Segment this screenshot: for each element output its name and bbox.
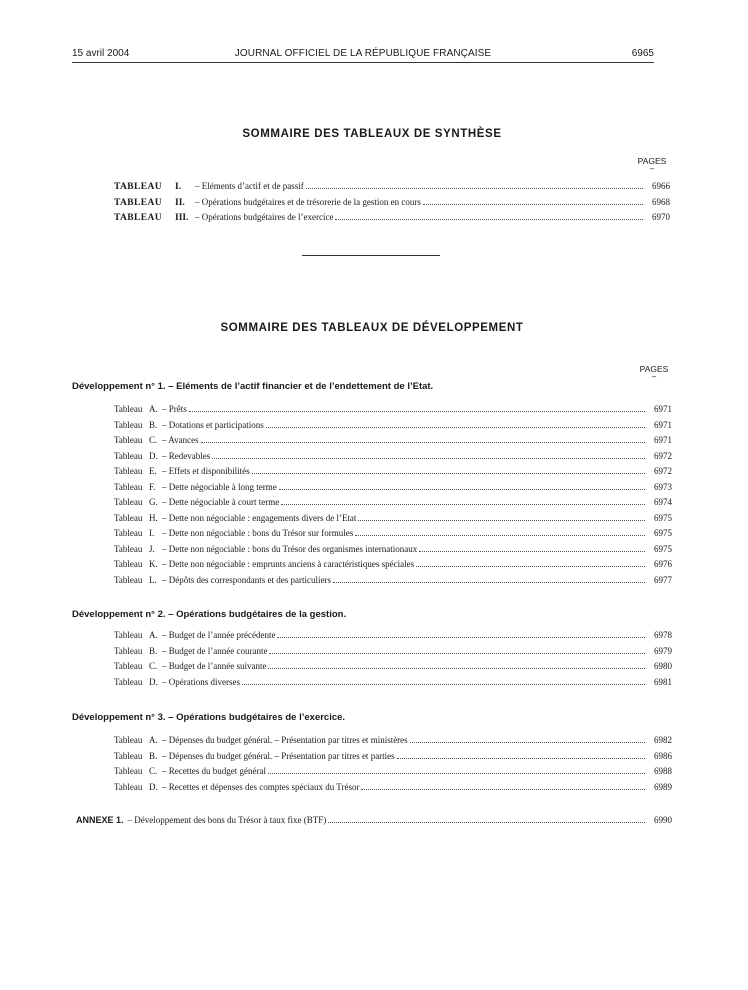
tableau-title: – Dépenses du budget général. – Présentation par titres et parties	[162, 750, 395, 761]
tableau-title: – Opérations budgétaires de l’exercice	[195, 212, 334, 222]
header-page-number: 6965	[631, 48, 654, 59]
tableau-letter: H.	[149, 512, 158, 523]
tableau-page: 6973	[654, 481, 672, 492]
tableau-row	[114, 630, 672, 644]
tableau-page: 6974	[654, 497, 672, 507]
tableau-letter: A.	[149, 735, 158, 745]
tableau-label: Tableau	[114, 645, 143, 656]
leader-dots	[419, 551, 645, 552]
tableau-page: 6975	[654, 543, 672, 554]
tableau-label: Tableau	[114, 766, 143, 776]
tableau-page: 6978	[654, 630, 672, 640]
tableau-label: Tableau	[114, 735, 143, 745]
leader-dots	[410, 742, 645, 743]
leader-dots	[212, 458, 645, 459]
tableau-letter: E.	[149, 466, 157, 476]
tableau-letter: B.	[149, 645, 158, 656]
tableau-row	[114, 751, 672, 765]
leader-dots	[423, 204, 643, 205]
leader-dots	[306, 188, 643, 189]
tableau-row	[114, 677, 672, 691]
tableau-label: Tableau	[114, 543, 143, 554]
tableau-page: 6971	[654, 404, 672, 414]
annexe-text: – Développement des bons du Trésor à taux fixe (BTF)	[127, 815, 327, 825]
tableau-page: 6975	[654, 512, 672, 523]
tableau-row	[114, 559, 672, 573]
tableau-letter: G.	[149, 497, 158, 507]
tableau-row	[114, 544, 672, 558]
tableau-row	[114, 661, 672, 675]
leader-dots	[269, 653, 645, 654]
leader-dots	[268, 668, 645, 669]
leader-dots	[268, 773, 645, 774]
tableau-label: TABLEAU	[114, 213, 163, 223]
synthese-pages-text: PAGES	[637, 156, 667, 166]
synthese-row	[114, 212, 670, 226]
tableau-row	[114, 451, 672, 465]
tableau-page: 6971	[654, 435, 672, 445]
developpement-heading: Développement n° 1. – Eléments de l’actif financier et de l’endettement de l’Etat.	[72, 381, 434, 392]
tableau-letter: C.	[149, 435, 158, 445]
leader-dots	[277, 637, 645, 638]
tableau-letter: D.	[149, 676, 158, 687]
tableau-label: Tableau	[114, 528, 143, 538]
synthese-row	[114, 197, 670, 211]
tableau-letter: K.	[149, 559, 158, 569]
tableau-row	[114, 646, 672, 660]
leader-dots	[355, 535, 645, 536]
leader-dots	[333, 582, 645, 583]
tableau-page: 6986	[654, 750, 672, 761]
leader-dots	[201, 442, 645, 443]
developpement-heading: Développement n° 3. – Opérations budgétaires de l’exercice.	[72, 712, 346, 723]
tableau-label: Tableau	[114, 630, 143, 640]
tableau-title: – Recettes et dépenses des comptes spéciaux du Trésor	[162, 781, 360, 792]
tableau-row	[114, 497, 672, 511]
tableau-label: Tableau	[114, 497, 143, 507]
header-rule	[72, 62, 654, 63]
developpement-title: SOMMAIRE DES TABLEAUX DE DÉVELOPPEMENT	[220, 322, 524, 334]
tableau-page: 6988	[654, 766, 672, 776]
tableau-number: II.	[175, 198, 185, 208]
tableau-letter: B.	[149, 419, 158, 430]
annexe-row	[76, 815, 672, 829]
tableau-title: – Eléments d’actif et de passif	[195, 181, 304, 191]
tableau-title: – Dette négociable à court terme	[162, 497, 280, 507]
tableau-label: Tableau	[114, 781, 143, 792]
tableau-title: – Recettes du budget général	[162, 766, 266, 776]
tableau-letter: J.	[149, 543, 155, 554]
tableau-title: – Dette non négociable : bons du Trésor sur formules	[162, 528, 354, 538]
tableau-letter: C.	[149, 766, 158, 776]
tableau-letter: I.	[149, 528, 155, 538]
tableau-page: 6972	[654, 466, 672, 476]
pages-dash: –	[649, 164, 655, 173]
tableau-letter: C.	[149, 661, 158, 671]
tableau-title: – Prêts	[162, 404, 187, 414]
leader-dots	[416, 566, 645, 567]
leader-dots	[242, 684, 645, 685]
tableau-row	[114, 575, 672, 589]
synthese-pages-label	[636, 157, 668, 172]
tableau-label: Tableau	[114, 676, 143, 687]
tableau-page: 6982	[654, 735, 672, 745]
tableau-letter: L.	[149, 574, 157, 585]
tableau-page: 6972	[654, 450, 672, 461]
leader-dots	[328, 822, 645, 823]
leader-dots	[281, 504, 645, 505]
tableau-title: – Dépenses du budget général. – Présentation par titres et ministères	[162, 735, 408, 745]
tableau-number: I.	[175, 182, 182, 192]
tableau-title: – Dotations et participations	[162, 419, 264, 430]
synthese-row	[114, 181, 670, 195]
tableau-label: Tableau	[114, 450, 143, 461]
tableau-title: – Effets et disponibilités	[162, 466, 250, 476]
tableau-title: – Dette non négociable : emprunts anciens à caractéristiques spéciales	[162, 559, 415, 569]
tableau-letter: D.	[149, 781, 158, 792]
tableau-row	[114, 435, 672, 449]
tableau-label: TABLEAU	[114, 198, 163, 208]
developpement-pages-text: PAGES	[639, 364, 669, 374]
tableau-page: 6981	[654, 676, 672, 687]
leader-dots	[279, 489, 645, 490]
leader-dots	[189, 411, 645, 412]
section-separator	[302, 255, 440, 256]
tableau-row	[114, 404, 672, 418]
tableau-label: Tableau	[114, 512, 143, 523]
tableau-row	[114, 420, 672, 434]
tableau-number: III.	[175, 213, 189, 223]
tableau-page: 6977	[654, 574, 672, 585]
tableau-label: Tableau	[114, 419, 143, 430]
tableau-row	[114, 466, 672, 480]
tableau-label: Tableau	[114, 435, 143, 445]
tableau-page: 6970	[652, 212, 670, 222]
tableau-row	[114, 735, 672, 749]
tableau-title: – Dépôts des correspondants et des particuliers	[162, 574, 331, 585]
tableau-letter: A.	[149, 404, 158, 414]
tableau-title: – Dette non négociable : bons du Trésor des organismes internationaux	[162, 543, 418, 554]
leader-dots	[397, 758, 645, 759]
annexe-label: ANNEXE 1.	[76, 815, 124, 825]
tableau-page: 6989	[654, 781, 672, 792]
tableau-row	[114, 482, 672, 496]
tableau-page: 6968	[652, 197, 670, 207]
tableau-label: TABLEAU	[114, 182, 163, 192]
header-date: 15 avril 2004	[72, 48, 130, 59]
tableau-title: – Avances	[162, 435, 199, 445]
tableau-title: – Redevables	[162, 450, 211, 461]
tableau-page: 6980	[654, 661, 672, 671]
tableau-letter: D.	[149, 450, 158, 461]
tableau-label: Tableau	[114, 466, 143, 476]
tableau-title: – Dette non négociable : engagements divers de l’Etat	[162, 512, 357, 523]
tableau-title: – Budget de l’année courante	[162, 645, 268, 656]
tableau-page: 6976	[654, 559, 672, 569]
leader-dots	[361, 789, 645, 790]
synthese-title: SOMMAIRE DES TABLEAUX DE SYNTHÈSE	[242, 128, 502, 140]
header-journal-title: JOURNAL OFFICIEL DE LA RÉPUBLIQUE FRANÇAISE	[234, 48, 492, 59]
annexe-page: 6990	[654, 815, 672, 825]
tableau-page: 6975	[654, 528, 672, 538]
developpement-heading: Développement n° 2. – Opérations budgétaires de la gestion.	[72, 609, 347, 620]
tableau-row	[114, 513, 672, 527]
leader-dots	[358, 520, 645, 521]
leader-dots	[266, 427, 645, 428]
tableau-letter: B.	[149, 750, 158, 761]
tableau-title: – Budget de l’année suivante	[162, 661, 267, 671]
tableau-row	[114, 766, 672, 780]
tableau-letter: F.	[149, 481, 156, 492]
tableau-label: Tableau	[114, 574, 143, 585]
leader-dots	[335, 219, 643, 220]
tableau-label: Tableau	[114, 404, 143, 414]
tableau-title: – Opérations budgétaires et de trésorerie de la gestion en cours	[195, 197, 421, 207]
tableau-label: Tableau	[114, 661, 143, 671]
tableau-page: 6979	[654, 645, 672, 656]
tableau-title: – Budget de l’année précédente	[162, 630, 276, 640]
tableau-row	[114, 782, 672, 796]
tableau-label: Tableau	[114, 750, 143, 761]
tableau-row	[114, 528, 672, 542]
tableau-letter: A.	[149, 630, 158, 640]
tableau-title: – Dette négociable à long terme	[162, 481, 277, 492]
tableau-label: Tableau	[114, 559, 143, 569]
tableau-label: Tableau	[114, 481, 143, 492]
tableau-page: 6971	[654, 419, 672, 430]
tableau-page: 6966	[652, 181, 670, 191]
leader-dots	[252, 473, 645, 474]
developpement-pages-label	[638, 365, 670, 380]
pages-dash: –	[651, 372, 657, 381]
tableau-title: – Opérations diverses	[162, 676, 240, 687]
